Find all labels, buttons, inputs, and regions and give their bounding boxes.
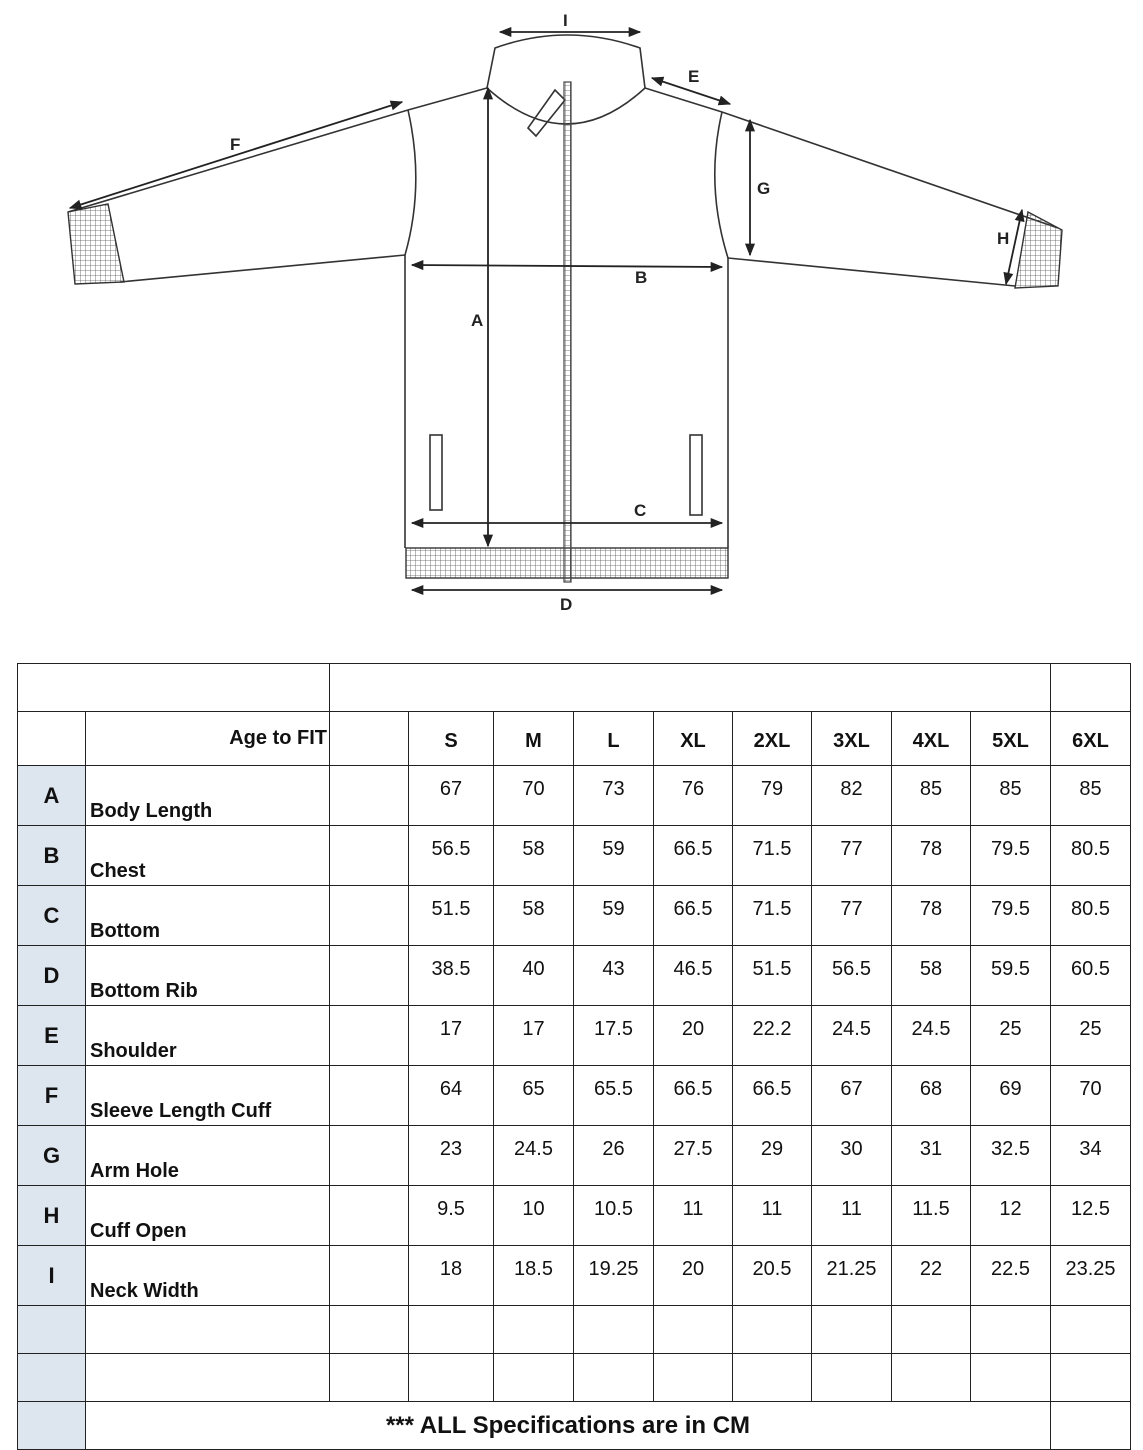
- measure-code: I: [18, 1246, 86, 1306]
- empty-row: [18, 1306, 1131, 1354]
- left-cuff: [68, 204, 124, 284]
- empty-row: [18, 1354, 1131, 1402]
- right-cuff: [1015, 212, 1062, 288]
- label-A: A: [471, 311, 484, 330]
- measure-name: Body Length: [86, 766, 330, 826]
- measure-value: 78: [892, 886, 971, 946]
- measure-value: 58: [892, 946, 971, 1006]
- measure-value: 9.5: [409, 1186, 494, 1246]
- measure-code: H: [18, 1186, 86, 1246]
- label-B: B: [635, 268, 648, 287]
- label-G: G: [757, 179, 771, 198]
- measure-value: 60.5: [1051, 946, 1131, 1006]
- spec-footnote: *** ALL Specifications are in CM: [86, 1402, 1051, 1450]
- measure-value: 66.5: [654, 826, 733, 886]
- measure-value: 66.5: [733, 1066, 812, 1126]
- measure-value: 18.5: [494, 1246, 574, 1306]
- size-header-row: [18, 712, 1131, 766]
- measure-name: Sleeve Length Cuff: [86, 1066, 330, 1126]
- measure-value: 26: [574, 1126, 654, 1186]
- measure-value: 69: [971, 1066, 1051, 1126]
- measure-value: 22: [892, 1246, 971, 1306]
- label-F: F: [230, 135, 241, 154]
- size-header: 2XL: [733, 712, 812, 766]
- measure-name: Chest: [86, 826, 330, 886]
- measure-value: 66.5: [654, 1066, 733, 1126]
- measure-value: 70: [1051, 1066, 1131, 1126]
- measure-value: 76: [654, 766, 733, 826]
- measure-value: 59.5: [971, 946, 1051, 1006]
- measure-value: 11: [654, 1186, 733, 1246]
- table-row: [18, 1066, 1131, 1126]
- size-header: 6XL: [1051, 712, 1131, 766]
- measure-value: 27.5: [654, 1126, 733, 1186]
- measure-code: G: [18, 1126, 86, 1186]
- measure-value: 64: [409, 1066, 494, 1126]
- zipper: [564, 82, 571, 582]
- measure-value: 67: [812, 1066, 892, 1126]
- measure-value: 31: [892, 1126, 971, 1186]
- size-header: M: [494, 712, 574, 766]
- measure-value: 79.5: [971, 826, 1051, 886]
- size-header: XL: [654, 712, 733, 766]
- measure-value: 58: [494, 826, 574, 886]
- measure-value: 58: [494, 886, 574, 946]
- measure-value: 85: [971, 766, 1051, 826]
- table-row: [18, 886, 1131, 946]
- measure-code: F: [18, 1066, 86, 1126]
- measure-value: 56.5: [409, 826, 494, 886]
- label-E: E: [688, 67, 700, 86]
- label-D: D: [560, 595, 573, 614]
- size-header: 3XL: [812, 712, 892, 766]
- measure-value: 17.5: [574, 1006, 654, 1066]
- measure-value: 85: [1051, 766, 1131, 826]
- measure-value: 77: [812, 886, 892, 946]
- measure-value: 85: [892, 766, 971, 826]
- measure-value: 12: [971, 1186, 1051, 1246]
- measure-value: 20: [654, 1006, 733, 1066]
- table-row: [18, 946, 1131, 1006]
- measure-value: 40: [494, 946, 574, 1006]
- measure-value: 80.5: [1051, 826, 1131, 886]
- measure-value: 24.5: [494, 1126, 574, 1186]
- table-row: [18, 1186, 1131, 1246]
- measure-value: 73: [574, 766, 654, 826]
- measure-value: 25: [1051, 1006, 1131, 1066]
- measure-value: 18: [409, 1246, 494, 1306]
- measure-value: 70: [494, 766, 574, 826]
- measure-name: Bottom Rib: [86, 946, 330, 1006]
- measure-value: 19.25: [574, 1246, 654, 1306]
- label-C: C: [634, 501, 647, 520]
- size-header: 5XL: [971, 712, 1051, 766]
- size-header: S: [409, 712, 494, 766]
- table-row: [18, 826, 1131, 886]
- footer-row: [18, 1402, 1131, 1450]
- measure-value: 23: [409, 1126, 494, 1186]
- measure-value: 10: [494, 1186, 574, 1246]
- measure-name: Bottom: [86, 886, 330, 946]
- table-row: [18, 766, 1131, 826]
- jacket-diagram: [0, 0, 1143, 630]
- measure-value: 23.25: [1051, 1246, 1131, 1306]
- measure-value: 32.5: [971, 1126, 1051, 1186]
- table-row: [18, 1246, 1131, 1306]
- measure-value: 65.5: [574, 1066, 654, 1126]
- measure-value: 66.5: [654, 886, 733, 946]
- table-row: [18, 1126, 1131, 1186]
- measure-name: Cuff Open: [86, 1186, 330, 1246]
- measure-value: 25: [971, 1006, 1051, 1066]
- size-header: 4XL: [892, 712, 971, 766]
- measure-value: 38.5: [409, 946, 494, 1006]
- measure-value: 68: [892, 1066, 971, 1126]
- measure-name: Shoulder: [86, 1006, 330, 1066]
- label-H: H: [997, 229, 1010, 248]
- size-header: L: [574, 712, 654, 766]
- measure-value: 29: [733, 1126, 812, 1186]
- measure-value: 34: [1051, 1126, 1131, 1186]
- measure-name: Arm Hole: [86, 1126, 330, 1186]
- measure-value: 24.5: [892, 1006, 971, 1066]
- measure-value: 59: [574, 886, 654, 946]
- measure-value: 22.5: [971, 1246, 1051, 1306]
- measure-value: 12.5: [1051, 1186, 1131, 1246]
- measure-value: 20: [654, 1246, 733, 1306]
- measure-value: 67: [409, 766, 494, 826]
- measure-value: 21.25: [812, 1246, 892, 1306]
- measure-value: 51.5: [733, 946, 812, 1006]
- measure-value: 24.5: [812, 1006, 892, 1066]
- measure-value: 80.5: [1051, 886, 1131, 946]
- size-spec-table: [17, 663, 1131, 1450]
- measure-value: 11.5: [892, 1186, 971, 1246]
- measure-value: 79.5: [971, 886, 1051, 946]
- measure-code: E: [18, 1006, 86, 1066]
- measure-value: 59: [574, 826, 654, 886]
- measure-value: 11: [812, 1186, 892, 1246]
- measure-name: Neck Width: [86, 1246, 330, 1306]
- measure-value: 51.5: [409, 886, 494, 946]
- table-row: [18, 1006, 1131, 1066]
- measure-value: 65: [494, 1066, 574, 1126]
- measure-code: C: [18, 886, 86, 946]
- measure-value: 82: [812, 766, 892, 826]
- measure-code: B: [18, 826, 86, 886]
- measure-code: A: [18, 766, 86, 826]
- measure-value: 43: [574, 946, 654, 1006]
- measure-value: 17: [409, 1006, 494, 1066]
- measure-value: 56.5: [812, 946, 892, 1006]
- measure-value: 79: [733, 766, 812, 826]
- measure-value: 10.5: [574, 1186, 654, 1246]
- measure-value: 46.5: [654, 946, 733, 1006]
- measure-value: 71.5: [733, 886, 812, 946]
- age-to-fit-label: Age to FIT: [86, 712, 330, 766]
- measure-code: D: [18, 946, 86, 1006]
- jacket-outline: [68, 35, 1058, 548]
- measure-value: 77: [812, 826, 892, 886]
- measure-value: 30: [812, 1126, 892, 1186]
- label-I: I: [563, 11, 568, 30]
- measure-value: 20.5: [733, 1246, 812, 1306]
- measure-value: 71.5: [733, 826, 812, 886]
- measure-value: 11: [733, 1186, 812, 1246]
- measure-value: 22.2: [733, 1006, 812, 1066]
- table-top-row: [18, 664, 1131, 712]
- measure-value: 78: [892, 826, 971, 886]
- measure-arrows: [70, 32, 1022, 590]
- measure-value: 17: [494, 1006, 574, 1066]
